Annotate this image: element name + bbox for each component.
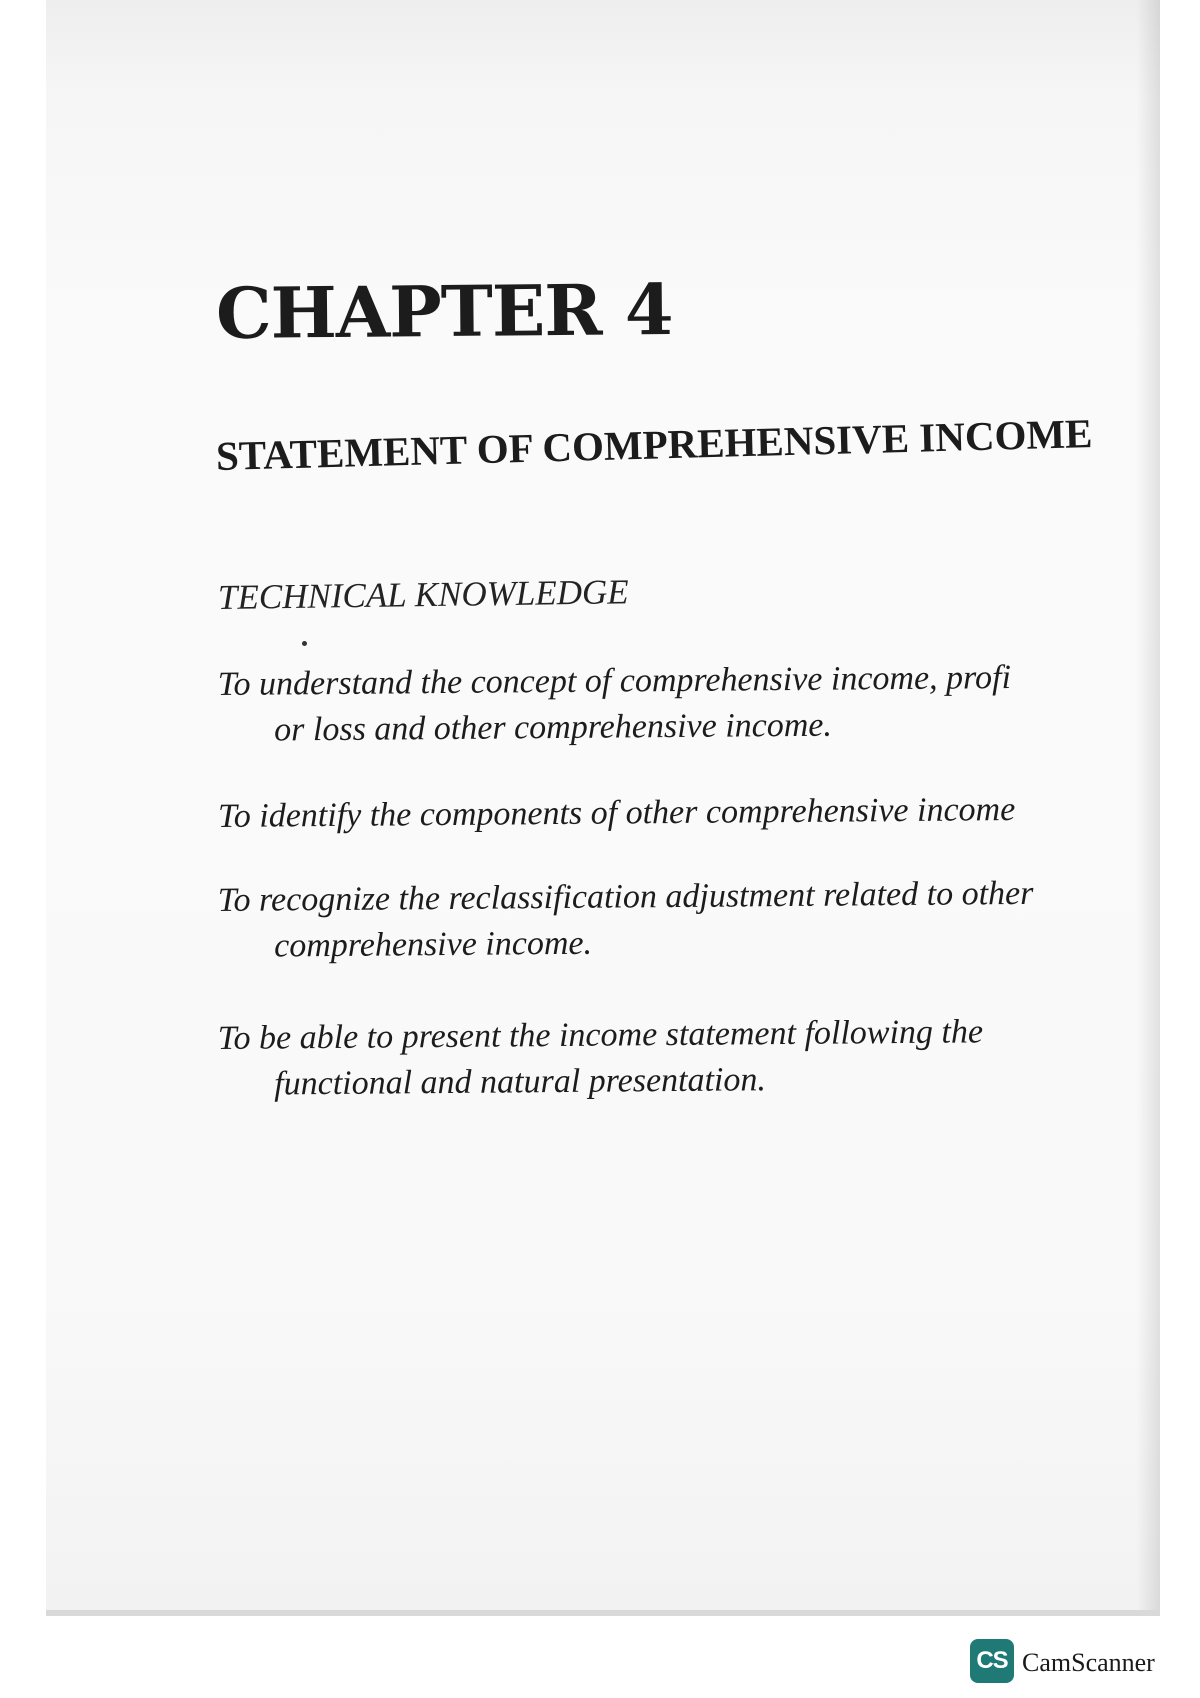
objective-1-line-2: or loss and other comprehensive income. <box>274 706 833 749</box>
section-title: STATEMENT OF COMPREHENSIVE INCOME <box>215 410 1093 479</box>
objective-3-line-2: comprehensive income. <box>274 924 593 965</box>
objective-3 <box>218 871 1034 970</box>
objective-4 <box>218 1009 984 1108</box>
chapter-title: CHAPTER 4 <box>215 268 673 355</box>
objective-3-line-1: To recognize the reclassification adjustment related to other <box>217 874 1034 920</box>
objective-1-line-1: To understand the concept of comprehensive income, profi <box>217 659 1012 704</box>
ink-speck <box>302 641 307 646</box>
objective-4-line-2: functional and natural presentation. <box>274 1061 767 1103</box>
camscanner-logo-icon: CS <box>970 1639 1014 1683</box>
technical-knowledge-heading: TECHNICAL KNOWLEDGE <box>217 572 629 617</box>
objective-1 <box>218 655 1012 754</box>
objective-2-line-1: To identify the components of other comprehensive income <box>217 791 1016 835</box>
camscanner-label: CamScanner <box>1022 1648 1155 1677</box>
objective-4-line-1: To be able to present the income statement following the <box>217 1013 984 1058</box>
objective-2 <box>218 787 1016 840</box>
page-edge <box>46 1610 1160 1616</box>
